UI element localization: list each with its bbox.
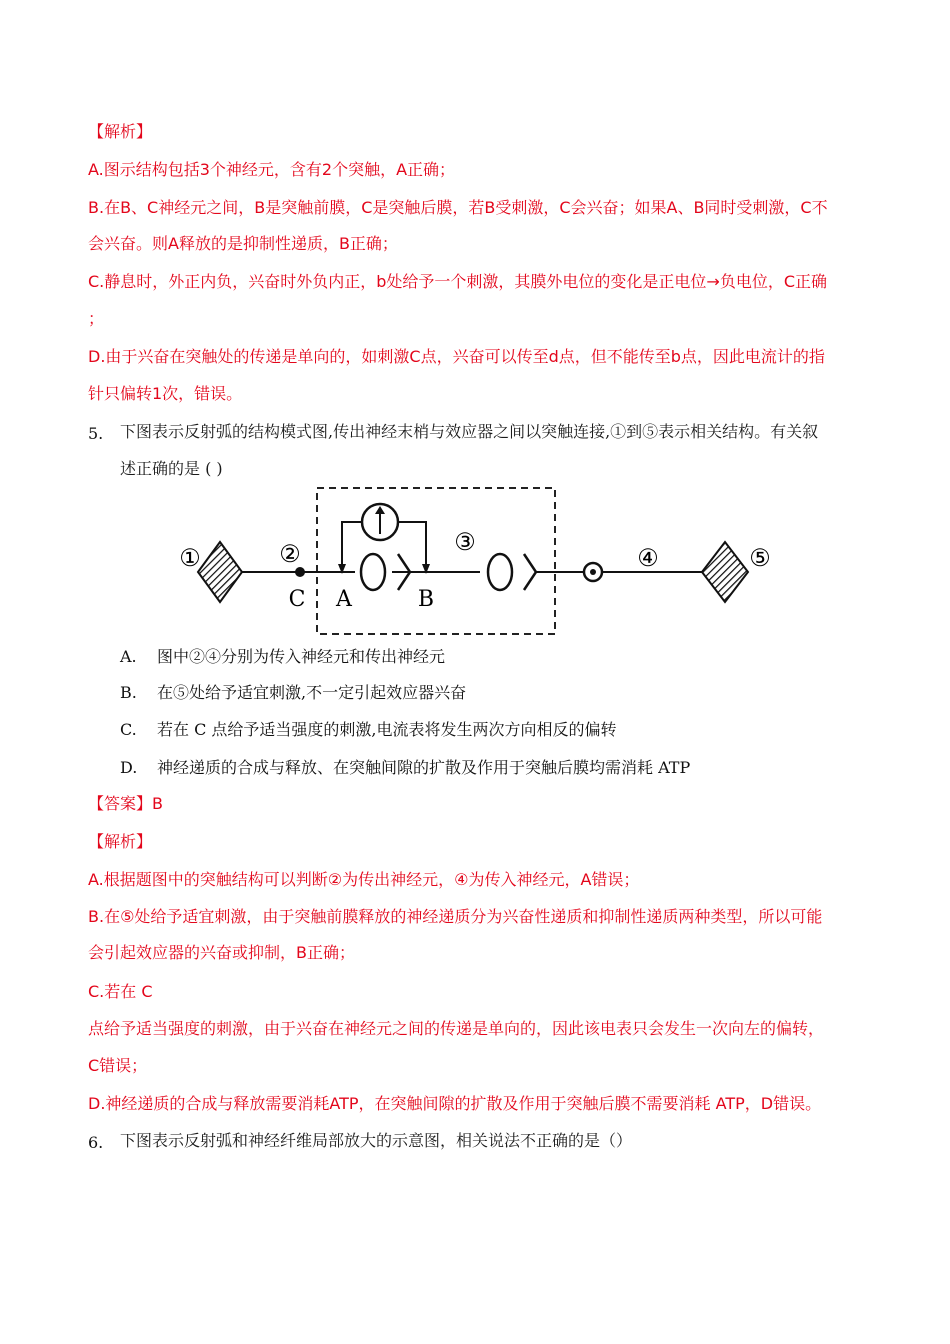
analysis-2-b-line1: B.在⑤处给予适宜刺激，由于突触前膜释放的神经递质分为兴奋性递质和抑制性递质两种类型，所以可能 [88,907,823,926]
label-4: ④ [637,544,659,572]
neuron-body-1 [361,554,385,590]
question-6-stem: 下图表示反射弧和神经纤维局部放大的示意图，相关说法不正确的是（） [120,1131,633,1150]
effector-diamond [702,542,748,602]
option-b-text: 在⑤处给予适宜刺激,不一定引起效应器兴奋 [157,683,467,702]
analysis-heading-2: 【解析】 [88,832,153,851]
label-5: ⑤ [749,544,771,572]
question-5-number: 5. [88,424,104,443]
analysis-b-line2: 会兴奋。则A释放的是抑制性递质，B正确； [88,234,398,253]
point-c-dot [295,567,305,577]
reflex-arc-diagram [170,482,790,642]
analysis-heading: 【解析】 [88,122,153,141]
dashed-box [317,488,555,634]
label-point-b: B [417,587,435,612]
analysis-2-a: A.根据题图中的突触结构可以判断②为传出神经元，④为传入神经元，A错误； [88,870,640,889]
option-c-letter: C. [120,720,137,739]
receptor-diamond [198,542,242,602]
analysis-d-line1: D.由于兴奋在突触处的传递是单向的，如刺激C点，兴奋可以传至d点，但不能传至b点，因此电流计的指 [88,347,825,366]
option-b-letter: B. [120,683,137,702]
label-point-a: A [336,587,352,612]
option-a-text: 图中②④分别为传入神经元和传出神经元 [157,647,446,666]
label-2: ② [279,540,301,568]
synapse-2 [524,554,536,590]
answer-label: 【答案】B [88,794,163,813]
question-5-stem-line1: 下图表示反射弧的结构模式图,传出神经末梢与效应器之间以突触连接,①到⑤表示相关结构。有关叙 [120,422,819,441]
label-1: ① [179,544,201,572]
analysis-b-line1: B.在B、C神经元之间，B是突触前膜，C是突触后膜，若B受刺激，C会兴奋；如果A、B同时受刺激，C不 [88,198,828,217]
option-c-text: 若在 C 点给予适当强度的刺激,电流表将发生两次方向相反的偏转 [157,720,617,739]
question-5-stem-line2: 述正确的是 ( ) [120,459,223,478]
option-d-text: 神经递质的合成与释放、在突触间隙的扩散及作用于突触后膜均需消耗 ATP [157,758,691,777]
label-3: ③ [454,528,476,556]
analysis-2-c-line3: C错误； [88,1056,148,1075]
analysis-2-c-line2: 点给予适当强度的刺激，由于兴奋在神经元之间的传递是单向的，因此该电表只会发生一次向左的偏转， [88,1019,825,1038]
analysis-2-c-line1: C.若在 C [88,982,153,1001]
analysis-c-line1: C.静息时，外正内负，兴奋时外负内正，b处给予一个刺激，其膜外电位的变化是正电位→负电位，C正确 [88,272,827,291]
label-point-c: C [288,587,306,612]
option-a-letter: A. [120,647,137,666]
analysis-2-d: D.神经递质的合成与释放需要消耗ATP，在突触间隙的扩散及作用于突触后膜不需要消耗 ATP，D错误。 [88,1094,822,1113]
analysis-a: A.图示结构包括3个神经元，含有2个突触，A正确； [88,160,456,179]
neuron-body-2 [488,554,512,590]
analysis-c-line2: ； [88,309,105,328]
analysis-d-line2: 针只偏转1次，错误。 [88,384,243,403]
analysis-2-b-line2: 会引起效应器的兴奋或抑制，B正确； [88,943,355,962]
question-6-number: 6. [88,1133,104,1152]
option-d-letter: D. [120,758,138,777]
